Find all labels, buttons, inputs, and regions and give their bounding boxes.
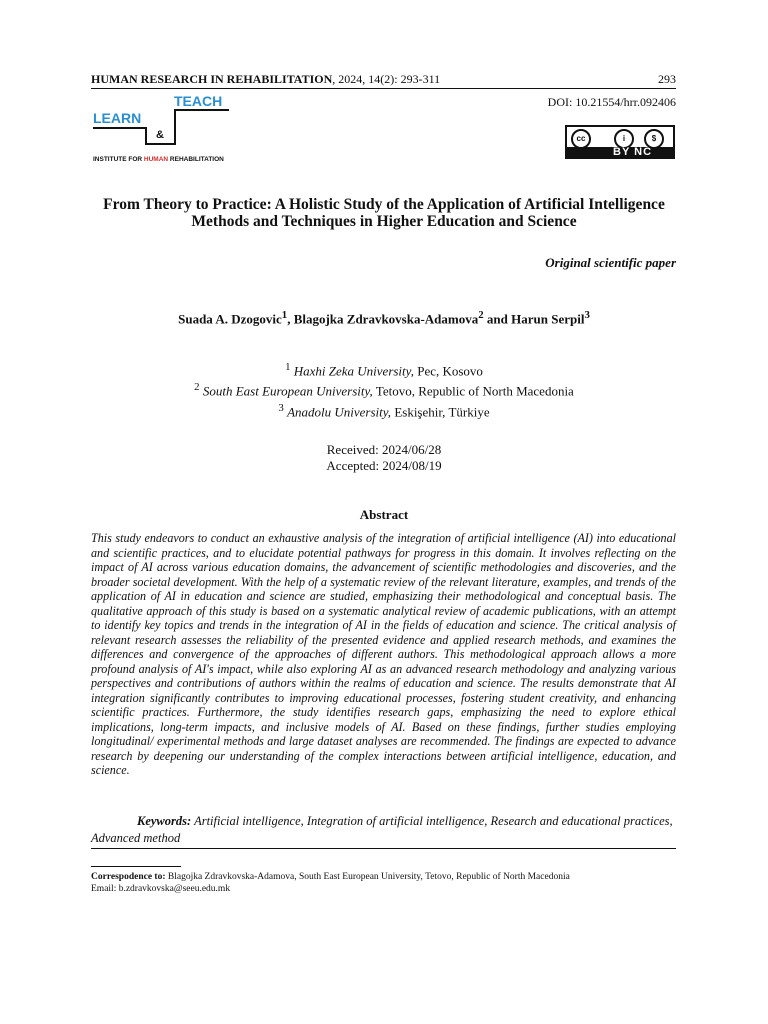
affil-university: Haxhi Zeka University, [293, 363, 414, 379]
journal-name: HUMAN RESEARCH IN REHABILITATION [91, 72, 333, 86]
author-name: Suada A. Dzogovic [178, 311, 282, 327]
keywords [91, 813, 676, 847]
affiliation [84, 359, 684, 379]
affil-place: Eskişehir, Türkiye [391, 403, 490, 419]
author-name: and Harun Serpil [483, 311, 585, 327]
keywords-text: Artificial intelligence, Integration of artificial intelligence, Research and educational practices, Advanced method [91, 814, 673, 845]
affiliation [84, 400, 684, 420]
author-name: , Blagojka Zdravkovska-Adamova [287, 311, 479, 327]
cc-icon: cc [571, 129, 591, 149]
abstract-text: This study endeavors to conduct an exhaustive analysis of the integration of artificial intelligence (AI) into educational and scientific practices, and to elucidate potential pathways for progress in this domain. It involves reflecting on the impact of AI across various education domains, the advancement of scientific methodologies and discoveries, and the broader societal development. With the help of a systematic review of the relevant literature, examples, and trends of the application of AI in education and science are studied, emphasizing their methodological and conceptual basis. The qualitative approach of this study is based on a systematic analytical review of academic publications, with an attempt to identify key topics and trends in the integration of AI in the fields of education and science. The critical analysis of relevant research assesses the reliability of the presented evidence and applied research methods, and examines the differences and convergence of the approaches of different authors. This methodological approach allows a more profound analysis of AI's impact, while also exploring AI as an advanced research methodology and analyzing various perspectives and contributions of authors within the realms of education and science. The results demonstrate that AI integration significantly contributes to improving educational processes, fostering student creativity, and enhancing scientific practices. Furthermore, the study identifies research gaps, emphasizing the need to explore ethical implications, long-term impacts, and inclusive models of AI. Based on these findings, further studies employing longitudinal/ experimental methods and large dataset analyses are recommended. The findings are expected to advance research by deepening our understanding of the complex interactions between artificial intelligence, education, and science. [91, 531, 676, 777]
affil-mark: 2 [194, 381, 200, 394]
correspondence-label: Correspodence to: [91, 872, 166, 882]
logo-ampersand: & [156, 129, 164, 141]
accepted-date: Accepted: 2024/08/19 [326, 458, 442, 473]
keywords-label: Keywords: [137, 814, 192, 828]
page-number: 293 [658, 72, 676, 86]
logo-institute-name [93, 156, 224, 163]
affil-mark: 1 [285, 361, 291, 373]
keywords-rule [91, 848, 676, 849]
journal-citation: , 2024, 14(2): 293-311 [332, 72, 441, 86]
affiliations [84, 359, 684, 420]
publication-dates [84, 442, 684, 474]
footnote-rule [91, 866, 181, 867]
author-affil-mark: 2 [478, 309, 484, 321]
author-list [84, 309, 684, 327]
non-commercial-icon: $ [644, 129, 664, 149]
affil-place: Tetovo, Republic of North Macedonia [372, 383, 574, 399]
logo-line [174, 109, 229, 111]
logo-teach: TEACH [174, 93, 223, 109]
logo-line [93, 127, 145, 129]
license-label: BY NC [613, 146, 653, 158]
paper-title: From Theory to Practice: A Holistic Study of the Application of Artificial Intelligence Methods and Techniques in Higher Education and Science [103, 196, 665, 230]
doi: DOI: 10.21554/hrr.092406 [547, 95, 676, 109]
institute-logo [91, 93, 241, 167]
logo-learn: LEARN [93, 110, 142, 126]
affiliation [84, 379, 684, 399]
correspondence-text: Blagojka Zdravkovska-Adamova, South East European University, Tetovo, Republic of North Macedonia [165, 872, 570, 882]
logo-inst-prefix: INSTITUTE FOR [93, 156, 144, 163]
cc-by-nc-license-badge[interactable] [565, 125, 675, 159]
correspondence-line [91, 871, 570, 883]
running-header [91, 72, 440, 87]
header-rule [91, 88, 676, 89]
affil-university: South East European University, [202, 383, 373, 399]
paper-type: Original scientific paper [545, 255, 676, 270]
author-affil-mark: 1 [281, 309, 288, 321]
logo-inst-suffix: REHABILITATION [168, 156, 224, 163]
by-attribution-icon: i [614, 129, 634, 149]
logo-line [174, 109, 176, 145]
correspondence-footnote [91, 871, 570, 895]
affil-university: Anadolu University, [287, 403, 392, 419]
correspondence-email[interactable]: Email: b.zdravkovska@seeu.edu.mk [91, 884, 231, 894]
logo-inst-human: HUMAN [143, 156, 169, 163]
abstract-heading: Abstract [359, 507, 409, 522]
author-affil-mark: 3 [584, 309, 590, 321]
received-date: Received: 2024/06/28 [326, 442, 442, 457]
affil-mark: 3 [278, 401, 284, 414]
affil-place: Pec, Kosovo [413, 363, 483, 379]
logo-line [145, 143, 176, 145]
